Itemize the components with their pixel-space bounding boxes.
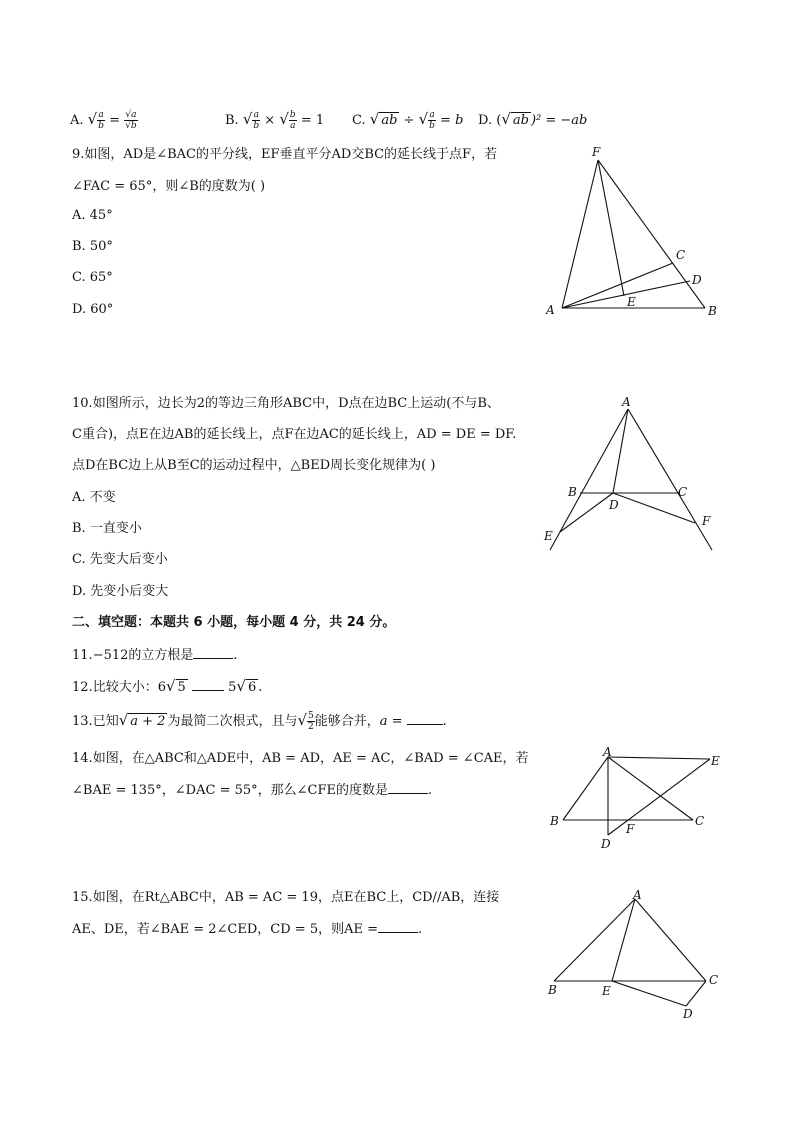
q15-label-b: B	[548, 983, 557, 997]
q9-label-c: C	[676, 248, 686, 262]
q12-answer-blank[interactable]	[192, 678, 224, 691]
q10-option-b: B. 一直变小	[72, 521, 142, 536]
q9-figure	[540, 140, 730, 325]
q14-answer-blank[interactable]	[388, 781, 428, 794]
q15-label-c: C	[709, 973, 719, 987]
q15-figure	[540, 885, 725, 1025]
q14-figure	[545, 745, 730, 855]
q9-option-d: D. 60°	[72, 302, 114, 317]
q9-label-a: A	[546, 303, 555, 317]
q10-figure	[540, 395, 725, 560]
q15-answer-blank[interactable]	[378, 920, 418, 933]
q11: 11.−512的立方根是 .	[72, 648, 238, 663]
q14-stem-line2: ∠BAE = 135°，∠DAC = 55°，那么∠CFE的度数是 .	[72, 783, 433, 798]
q14-label-e: E	[711, 754, 720, 768]
q10-option-c: C. 先变大后变小	[72, 552, 168, 567]
q8-option-c: C. √ ab ÷ √ $\frac{a}{b}$ = b	[352, 110, 464, 131]
q12: 12.比较大小：6√ 5 5√ 6 .	[72, 677, 263, 695]
q11-answer-blank[interactable]	[193, 646, 233, 659]
q13-answer-blank[interactable]	[407, 712, 443, 725]
q10-option-a: A. 不变	[72, 490, 116, 505]
q8-option-a: A. √ $\frac{a}{b}$ = $\frac{√a}{√b}$	[70, 110, 137, 131]
section-2-heading: 二、填空题：本题共 6 小题，每小题 4 分，共 24 分。	[72, 615, 396, 630]
q10-label-b: B	[568, 485, 577, 499]
q14-label-d: D	[601, 837, 611, 851]
q13: 13.已知√ a + 2 为最简二次根式，且与√ $\frac{5}{2}$ 能够合并，a = .	[72, 711, 447, 732]
q9-label-e: E	[627, 295, 636, 309]
q9-option-b: B. 50°	[72, 239, 113, 254]
q15-label-d: D	[683, 1007, 693, 1021]
q10-stem-line1: 10.如图所示，边长为2的等边三角形ABC中，D点在边BC上运动(不与B、	[72, 396, 500, 411]
q14-label-f: F	[626, 822, 635, 836]
q15-stem-line1: 15.如图，在Rt△ABC中，AB = AC = 19，点E在BC上，CD//AB，连接	[72, 890, 500, 905]
q9-option-c: C. 65°	[72, 270, 113, 285]
q15-label-a: A	[633, 888, 642, 902]
q14-stem-line1: 14.如图，在△ABC和△ADE中，AB = AD，AE = AC，∠BAD = ∠CAE，若	[72, 751, 529, 766]
q10-option-d: D. 先变小后变大	[72, 584, 169, 599]
q10-stem-line3: 点D在BC边上从B至C的运动过程中，△BED周长变化规律为( )	[72, 458, 436, 473]
q14-label-b: B	[550, 814, 559, 828]
q8-option-d: D. (√ ab )² = −ab	[478, 110, 588, 128]
q10-label-d: D	[609, 498, 619, 512]
q10-label-a: A	[622, 395, 631, 409]
q9-label-d: D	[692, 273, 702, 287]
q9-label-f: F	[592, 145, 601, 159]
q10-label-e: E	[544, 529, 553, 543]
q8-option-b: B. √ $\frac{a}{b}$ × √ $\frac{b}{a}$ = 1	[225, 110, 325, 131]
q14-label-c: C	[695, 814, 705, 828]
q9-label-b: B	[708, 304, 717, 318]
q14-label-a: A	[603, 745, 612, 759]
q10-label-c: C	[678, 485, 688, 499]
q15-label-e: E	[602, 984, 611, 998]
q10-stem-line2: C重合)，点E在边AB的延长线上，点F在边AC的延长线上，AD = DE = DF.	[72, 427, 517, 442]
q15-stem-line2: AE、DE，若∠BAE = 2∠CED，CD = 5，则AE = .	[72, 922, 423, 937]
q10-label-f: F	[702, 514, 711, 528]
q9-stem-line1: 9.如图，AD是∠BAC的平分线，EF垂直平分AD交BC的延长线于点F，若	[72, 147, 498, 162]
q9-option-a: A. 45°	[72, 208, 113, 223]
q9-stem-line2: ∠FAC = 65°，则∠B的度数为( )	[72, 179, 266, 194]
